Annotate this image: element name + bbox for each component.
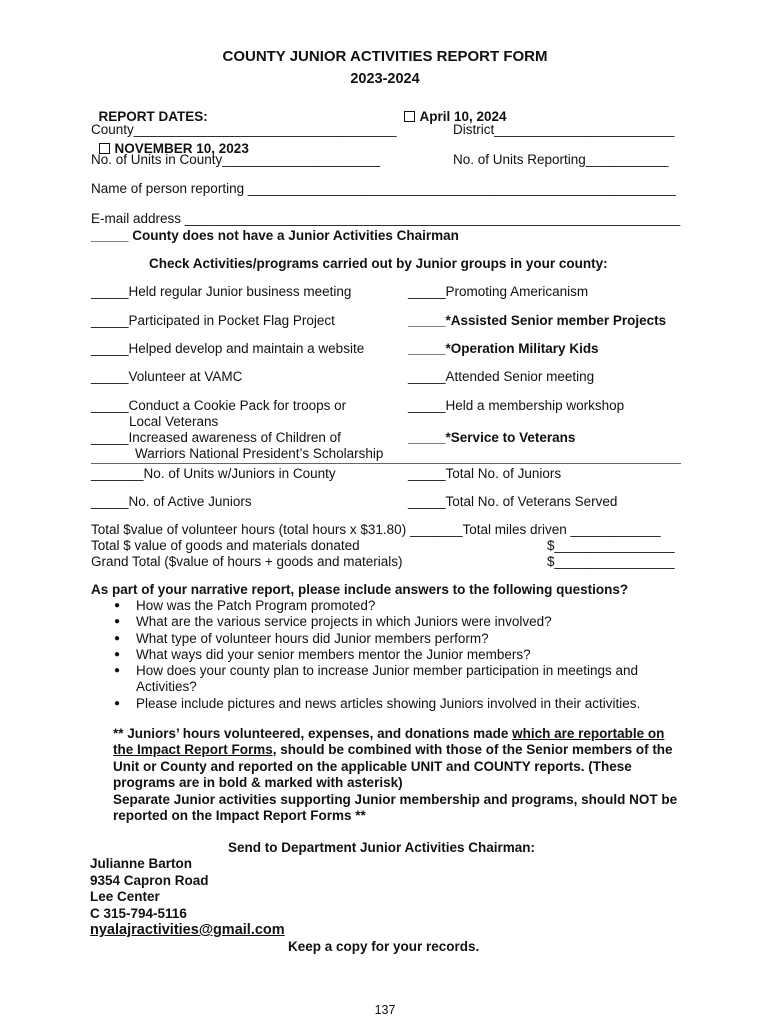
activity-senior-projects[interactable]: _____*Assisted Senior member Projects bbox=[408, 313, 667, 328]
units-with-juniors-field[interactable]: _______No. of Units w/Juniors in County bbox=[91, 466, 336, 481]
district-field[interactable]: District________________________ bbox=[453, 122, 675, 137]
reporting-note bbox=[113, 726, 685, 824]
no-chairman-field[interactable]: _____ County does not have a Junior Activities Chairman bbox=[91, 228, 459, 243]
veterans-served-field[interactable]: _____Total No. of Veterans Served bbox=[408, 494, 618, 509]
activity-membership-workshop[interactable]: _____Held a membership workshop bbox=[408, 398, 625, 413]
note-part-1: ** Juniors’ hours volunteered, expenses, and donations made bbox=[113, 726, 513, 741]
page-number: 137 bbox=[374, 1003, 396, 1017]
activity-senior-meeting[interactable]: _____Attended Senior meeting bbox=[408, 369, 595, 384]
contact-street: 9354 Capron Road bbox=[90, 873, 209, 888]
question-item: ● How does your county plan to increase Junior member participation in meetings and Activities? bbox=[114, 663, 696, 696]
person-reporting-field[interactable]: Name of person reporting _________________________________________________________ bbox=[91, 181, 676, 196]
narrative-heading: As part of your narrative report, please include answers to the following questions? bbox=[91, 582, 629, 597]
report-date-april-row bbox=[396, 93, 507, 125]
date-option-april: April 10, 2024 bbox=[419, 109, 507, 124]
send-to-label: Send to Department Junior Activities Chairman: bbox=[228, 840, 536, 855]
goods-value-blank[interactable]: $________________ bbox=[547, 538, 675, 553]
checkbox-april[interactable] bbox=[404, 111, 415, 122]
form-year: 2023-2024 bbox=[350, 71, 420, 87]
activity-pocket-flag[interactable]: _____Participated in Pocket Flag Project bbox=[91, 313, 335, 328]
activity-children-awareness-cont: Warriors National President’s Scholarship bbox=[135, 446, 384, 461]
date-option-november: NOVEMBER 10, 2023 bbox=[114, 141, 249, 156]
report-dates-label: REPORT DATES: bbox=[98, 109, 208, 124]
grand-total-blank[interactable]: $________________ bbox=[547, 554, 675, 569]
activity-cookie-pack[interactable]: _____Conduct a Cookie Pack for troops or bbox=[91, 398, 347, 413]
question-item: ● How was the Patch Program promoted? bbox=[114, 598, 696, 614]
question-item: ● Please include pictures and news articles showing Juniors involved in their activities. bbox=[114, 696, 696, 712]
note-part-2: should be combined with those of the Senior members of the Unit or County and reported on the applicable UNIT and COUNTY reports. (These programs are in bold & marked with asterisk) bbox=[113, 742, 673, 791]
section-divider bbox=[91, 463, 681, 464]
grand-total-label: Grand Total ($value of hours + goods and materials) bbox=[91, 554, 403, 569]
contact-phone: C 315-794-5116 bbox=[90, 906, 187, 921]
question-item: ● What are the various service projects in which Juniors were involved? bbox=[114, 614, 696, 630]
county-field[interactable]: County___________________________________ bbox=[91, 122, 397, 137]
activity-service-veterans[interactable]: _____*Service to Veterans bbox=[408, 430, 576, 445]
activity-americanism[interactable]: _____Promoting Americanism bbox=[408, 284, 589, 299]
activity-website[interactable]: _____Helped develop and maintain a website bbox=[91, 341, 365, 356]
activity-military-kids[interactable]: _____*Operation Military Kids bbox=[408, 341, 599, 356]
note-underlined: which are reportable on the Impact Report Forms, bbox=[113, 726, 665, 758]
volunteer-value-row[interactable]: Total $value of volunteer hours (total hours x $31.80) _______Total miles driven ____________ bbox=[91, 522, 661, 537]
keep-copy-note: Keep a copy for your records. bbox=[288, 939, 480, 954]
goods-value-label: Total $ value of goods and materials donated bbox=[91, 538, 360, 553]
contact-email-link[interactable]: nyalajractivities@gmail.com bbox=[90, 922, 285, 938]
contact-city: Lee Center bbox=[90, 889, 160, 904]
activity-cookie-pack-cont: Local Veterans bbox=[129, 414, 219, 429]
note-part-3: Separate Junior activities supporting Junior membership and programs, should NOT be reported on the Impact Report Forms ** bbox=[113, 791, 678, 824]
activities-heading: Check Activities/programs carried out by Junior groups in your county: bbox=[149, 256, 608, 271]
units-in-county-field[interactable]: No. of Units in County_____________________ bbox=[91, 152, 380, 167]
active-juniors-field[interactable]: _____No. of Active Juniors bbox=[91, 494, 252, 509]
contact-name: Julianne Barton bbox=[90, 856, 193, 871]
activity-vamc[interactable]: _____Volunteer at VAMC bbox=[91, 369, 243, 384]
total-juniors-field[interactable]: _____Total No. of Juniors bbox=[408, 466, 562, 481]
email-field[interactable]: E-mail address __________________________________________________________________ bbox=[91, 211, 681, 226]
units-reporting-field[interactable]: No. of Units Reporting___________ bbox=[453, 152, 669, 167]
activity-business-meeting[interactable]: _____Held regular Junior business meeting bbox=[91, 284, 352, 299]
question-item: ● What ways did your senior members mentor the Junior members? bbox=[114, 647, 696, 663]
narrative-questions bbox=[114, 598, 696, 712]
form-title: COUNTY JUNIOR ACTIVITIES REPORT FORM bbox=[222, 48, 548, 65]
question-item: ● What type of volunteer hours did Junior members perform? bbox=[114, 631, 696, 647]
activity-children-awareness[interactable]: _____Increased awareness of Children of bbox=[91, 430, 341, 445]
